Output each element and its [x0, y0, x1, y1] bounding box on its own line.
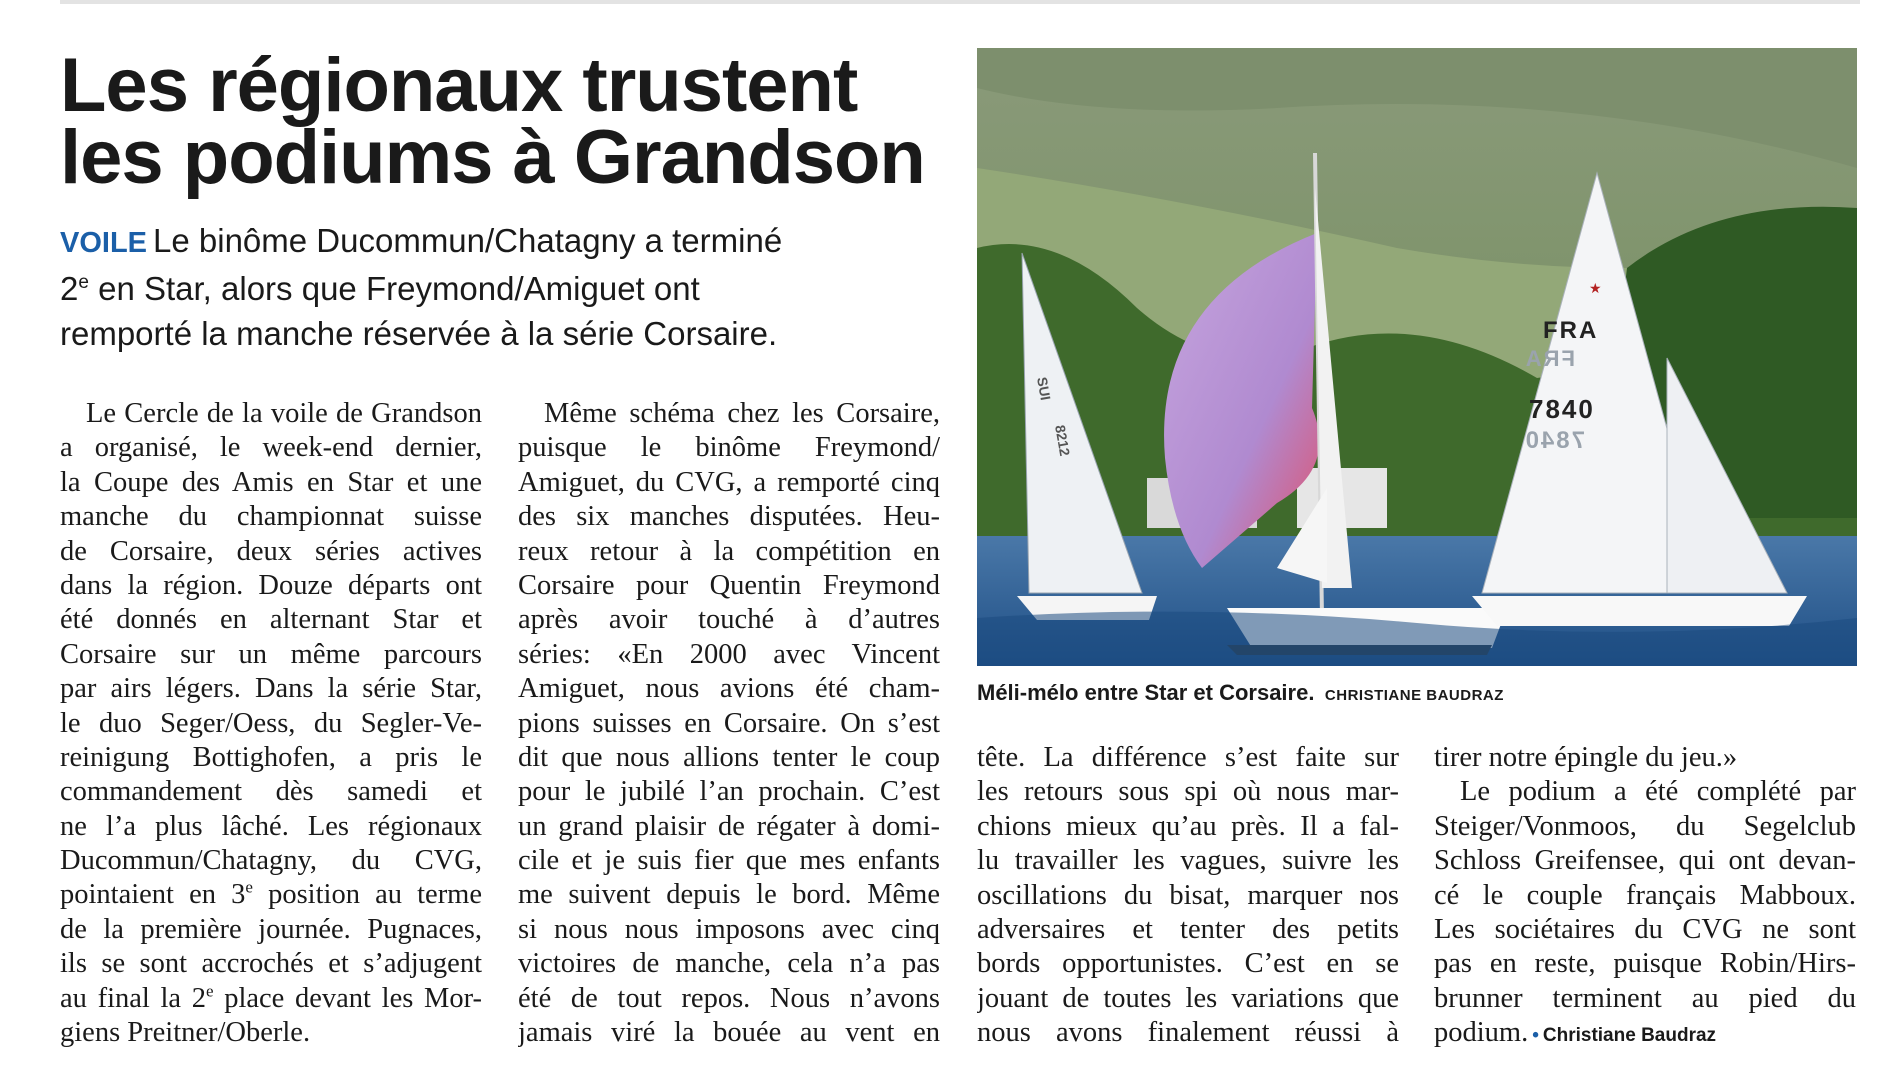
sail-number-7840: 7840 — [1529, 394, 1595, 424]
text-line: par airs légers. Dans la série Star, — [60, 673, 482, 705]
text-line: après avoir touché à d’autres — [518, 604, 940, 636]
text-line: adversaires et tenter des petits — [977, 913, 1399, 945]
headline — [60, 43, 960, 200]
author-name: Christiane Baudraz — [1542, 1025, 1717, 1047]
text-segment: pointaient en 3 — [60, 879, 246, 911]
text-segment: au final la 2 — [60, 982, 206, 1014]
text-line: giens Preitner/Oberle. — [60, 1017, 311, 1049]
lead-text-2b: en Star, alors que Freymond/Amiguet ont — [88, 270, 700, 307]
text-line: cile et je suis fier que mes enfants — [518, 845, 940, 877]
lead-paragraph — [60, 218, 860, 356]
text-line: pions suisses en Corsaire. On s’est — [518, 707, 940, 739]
text-line: la Coupe des Amis en Star et une — [60, 466, 482, 498]
text-line: des six manches disputées. Heu- — [518, 501, 940, 533]
text-line: Steiger/Vonmoos, du Segelclub — [1434, 810, 1856, 842]
lead-line-2 — [60, 266, 860, 311]
article-column-4 — [1434, 741, 1856, 1051]
text-line: puisque le binôme Freymond/ — [518, 432, 940, 464]
text-segment: position au terme — [252, 879, 482, 911]
text-line — [60, 878, 482, 912]
text-line: tirer notre épingle du jeu.» — [1434, 742, 1738, 773]
text-line: Corsaire sur un même parcours — [60, 638, 482, 670]
text-line: le duo Seger/Oess, du Segler-Ve- — [60, 707, 482, 739]
star-emblem: ★ — [1589, 280, 1602, 296]
text-segment: podium. — [1434, 1017, 1529, 1049]
photo-credit: CHRISTIANE BAUDRAZ — [1324, 687, 1504, 704]
right-boat-hull — [1472, 596, 1807, 626]
sail-fra-reverse-text: FRA — [1523, 346, 1575, 371]
text-line: ne l’a plus lâché. Les régionaux — [60, 810, 482, 842]
left-sail-letters: SUI — [1034, 375, 1054, 402]
rubric-kicker: VOILE — [60, 227, 148, 259]
text-line: Ducommun/Chatagny, du CVG, — [60, 845, 482, 877]
sail-number-reverse: 7840 — [1523, 427, 1585, 454]
text-line: jamais viré la bouée au vent en — [518, 1017, 940, 1049]
text-line: victoires de manche, cela n’a pas — [518, 948, 940, 980]
text-line: séries: «En 2000 avec Vincent — [518, 638, 940, 670]
sail-fra-text: FRA — [1543, 317, 1599, 344]
text-line: jouant de toutes les variations que — [977, 982, 1399, 1014]
text-line — [60, 982, 482, 1016]
text-line: Amiguet, du CVG, a remporté cinq — [518, 466, 940, 498]
text-line: de Corsaire, deux séries actives — [60, 535, 482, 567]
article-column-1 — [60, 397, 482, 1050]
top-rule — [60, 0, 1860, 4]
text-line: bords opportunistes. C’est en se — [977, 948, 1399, 980]
text-line: me suivent depuis le bord. Même — [518, 879, 940, 911]
text-segment: place devant les Mor- — [213, 982, 482, 1014]
text-line: reux retour à la compétition en — [518, 535, 940, 567]
superscript: e — [245, 878, 253, 897]
text-line: oscillations du bisat, marquer nos — [977, 879, 1399, 911]
text-line: dit que nous allions tenter le coup — [518, 741, 940, 773]
article-column-3 — [977, 741, 1399, 1051]
text-line: Le Cercle de la voile de Grandson — [86, 398, 482, 429]
text-line: Le podium a été complété par — [1460, 776, 1856, 808]
text-line — [1434, 1016, 1856, 1050]
bullet-icon: • — [1532, 1025, 1539, 1047]
text-line: un grand plaisir de régater à domi- — [518, 810, 940, 842]
text-line: pas en reste, puisque Robin/Hirs- — [1434, 948, 1856, 980]
text-line: Les sociétaires du CVG ne sont — [1434, 913, 1856, 945]
sailing-photo-illustration — [977, 48, 1857, 666]
text-line: Amiguet, nous avions été cham- — [518, 673, 940, 705]
left-sail-number: 8212 — [1052, 423, 1074, 458]
lead-line-1 — [60, 218, 860, 266]
author-signature — [1528, 1025, 1716, 1046]
text-line: pour le jubilé l’an prochain. C’est — [518, 776, 940, 808]
text-line: dans la région. Douze départs ont — [60, 569, 482, 601]
text-line: été donnés en alternant Star et — [60, 604, 482, 636]
text-line: si nous nous imposons avec cinq — [518, 913, 940, 945]
text-line: ils se sont accrochés et s’adjugent — [60, 948, 482, 980]
lead-line-3: remporté la manche réservée à la série Corsaire. — [60, 315, 778, 352]
text-line: les retours sous spi où nous mar- — [977, 776, 1399, 808]
lead-text-2a: 2 — [60, 270, 79, 307]
superscript: e — [205, 981, 214, 1001]
text-line: été de tout repos. Nous n’avons — [518, 982, 940, 1014]
photo-caption — [977, 680, 1857, 706]
text-line: cé le couple français Mabboux. — [1434, 879, 1856, 911]
text-line: brunner terminent au pied du — [1434, 982, 1856, 1014]
text-line: reinigung Bottighofen, a pris le — [60, 741, 482, 773]
lead-text-1: Le binôme Ducommun/Chatagny a terminé — [153, 222, 783, 259]
headline-line-1: Les régionaux trustent — [60, 43, 858, 128]
headline-line-2: les podiums à Grandson — [60, 115, 925, 200]
caption-text: Méli-mélo entre Star et Corsaire. — [977, 680, 1315, 705]
text-line: Schloss Greifensee, qui ont devan- — [1434, 845, 1856, 877]
text-line: Même schéma chez les Corsaire, — [544, 398, 940, 429]
text-line: tête. La différence s’est faite sur — [977, 742, 1399, 773]
sailing-photo — [977, 48, 1857, 666]
text-line: a organisé, le week-end dernier, — [60, 432, 482, 464]
text-line: de la première journée. Pugnaces, — [60, 913, 482, 945]
article-column-2 — [518, 397, 940, 1050]
text-line: Corsaire pour Quentin Freymond — [518, 569, 940, 601]
text-line: manche du championnat suisse — [60, 501, 482, 533]
text-line: lu travailler les vagues, suivre les — [977, 845, 1399, 877]
text-line: commandement dès samedi et — [60, 776, 482, 808]
text-line: nous avons finalement réussi à — [977, 1017, 1399, 1049]
lead-superscript: e — [78, 272, 89, 293]
text-line: chions mieux qu’au près. Il a fal- — [977, 810, 1399, 842]
